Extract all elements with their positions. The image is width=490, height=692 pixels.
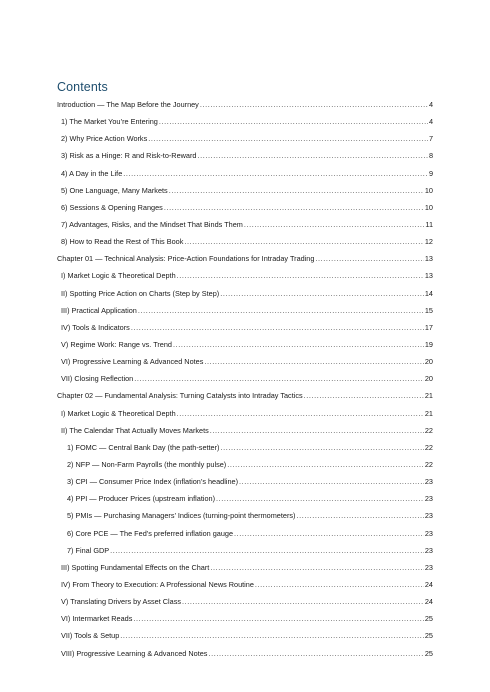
toc-entry[interactable] xyxy=(57,456,433,473)
dot-leader xyxy=(134,370,424,387)
toc-entry[interactable] xyxy=(57,319,433,336)
toc-entry-title: III) Practical Application xyxy=(61,305,137,315)
toc-entry-page-number: 20 xyxy=(424,357,433,367)
toc-entry-title: V) Translating Drivers by Asset Class xyxy=(61,597,182,607)
toc-entry[interactable] xyxy=(57,610,433,627)
toc-entry[interactable] xyxy=(57,439,433,456)
toc-entry-page-number: 21 xyxy=(424,408,433,418)
toc-entry[interactable] xyxy=(57,182,433,199)
toc-entry-page-number: 10 xyxy=(424,202,433,212)
dot-leader xyxy=(220,285,424,302)
toc-entry-page-number: 13 xyxy=(424,254,433,264)
toc-entry-page-number: 22 xyxy=(424,425,433,435)
table-of-contents xyxy=(57,96,433,662)
toc-entry-page-number: 8 xyxy=(428,151,433,161)
dot-leader xyxy=(208,645,423,662)
toc-entry[interactable] xyxy=(57,130,433,147)
contents-heading: Contents xyxy=(57,80,108,94)
toc-entry-title: 2) NFP — Non-Farm Payrolls (the monthly pulse) xyxy=(67,459,227,469)
toc-entry[interactable] xyxy=(57,422,433,439)
toc-entry-title: 4) PPI — Producer Prices (upstream inflation) xyxy=(67,494,216,504)
dot-leader xyxy=(120,627,424,644)
toc-entry-page-number: 21 xyxy=(424,391,433,401)
toc-entry[interactable] xyxy=(57,336,433,353)
toc-entry[interactable] xyxy=(57,199,433,216)
toc-entry[interactable] xyxy=(57,370,433,387)
toc-entry[interactable] xyxy=(57,525,433,542)
toc-entry-page-number: 17 xyxy=(424,322,433,332)
toc-entry-title: 1) The Market You’re Entering xyxy=(61,117,158,127)
toc-entry-page-number: 23 xyxy=(424,562,433,572)
toc-entry[interactable] xyxy=(57,576,433,593)
dot-leader xyxy=(148,130,428,147)
toc-entry-page-number: 23 xyxy=(424,545,433,555)
toc-entry-title: 6) Sessions & Opening Ranges xyxy=(61,202,163,212)
toc-entry[interactable] xyxy=(57,387,433,404)
dot-leader xyxy=(123,165,428,182)
toc-entry-title: VII) Closing Reflection xyxy=(61,374,134,384)
dot-leader xyxy=(255,576,424,593)
toc-entry-page-number: 24 xyxy=(424,579,433,589)
toc-entry[interactable] xyxy=(57,473,433,490)
toc-entry[interactable] xyxy=(57,233,433,250)
toc-entry[interactable] xyxy=(57,267,433,284)
toc-entry-page-number: 25 xyxy=(424,614,433,624)
toc-entry-title: VIII) Progressive Learning & Advanced Notes xyxy=(61,648,208,658)
toc-entry[interactable] xyxy=(57,507,433,524)
toc-entry-title: VI) Progressive Learning & Advanced Notes xyxy=(61,357,204,367)
toc-entry-page-number: 23 xyxy=(424,477,433,487)
toc-entry-page-number: 15 xyxy=(424,305,433,315)
dot-leader xyxy=(173,336,424,353)
dot-leader xyxy=(131,319,424,336)
dot-leader xyxy=(216,490,424,507)
toc-entry-page-number: 13 xyxy=(424,271,433,281)
dot-leader xyxy=(164,199,424,216)
toc-entry-title: Introduction — The Map Before the Journey xyxy=(57,100,199,109)
dot-leader xyxy=(159,113,428,130)
toc-entry-page-number: 20 xyxy=(424,374,433,384)
dot-leader xyxy=(296,507,423,524)
toc-entry-title: II) The Calendar That Actually Moves Markets xyxy=(61,425,209,435)
toc-entry[interactable] xyxy=(57,302,433,319)
toc-entry-page-number: 19 xyxy=(424,339,433,349)
dot-leader xyxy=(315,250,423,267)
dot-leader xyxy=(227,456,424,473)
toc-entry-title: 8) How to Read the Rest of This Book xyxy=(61,237,184,247)
toc-entry-title: I) Market Logic & Theoretical Depth xyxy=(61,271,176,281)
toc-entry-page-number: 7 xyxy=(428,134,433,144)
toc-entry-title: 4) A Day in the Life xyxy=(61,168,123,178)
toc-entry-title: 7) Final GDP xyxy=(67,545,110,555)
toc-entry[interactable] xyxy=(57,216,433,233)
toc-entry-title: Chapter 02 — Fundamental Analysis: Turning Catalysts into Intraday Tactics xyxy=(57,391,303,401)
toc-entry-page-number: 12 xyxy=(424,237,433,247)
toc-entry[interactable] xyxy=(57,285,433,302)
toc-entry-page-number: 25 xyxy=(424,631,433,641)
dot-leader xyxy=(239,473,424,490)
toc-entry[interactable] xyxy=(57,405,433,422)
toc-entry[interactable] xyxy=(57,490,433,507)
toc-entry-title: VII) Tools & Setup xyxy=(61,631,120,641)
toc-entry-page-number: 25 xyxy=(424,648,433,658)
dot-leader xyxy=(210,422,424,439)
toc-entry[interactable] xyxy=(57,96,433,113)
toc-entry-page-number: 23 xyxy=(424,494,433,504)
dot-leader xyxy=(182,593,424,610)
toc-entry[interactable] xyxy=(57,147,433,164)
toc-entry-page-number: 22 xyxy=(424,442,433,452)
toc-entry-page-number: 23 xyxy=(424,511,433,521)
toc-entry-title: III) Spotting Fundamental Effects on the Chart xyxy=(61,562,210,572)
toc-entry-page-number: 22 xyxy=(424,459,433,469)
dot-leader xyxy=(169,182,424,199)
dot-leader xyxy=(177,405,424,422)
toc-entry-title: 5) PMIs — Purchasing Managers’ Indices (turning-point thermometers) xyxy=(67,511,296,521)
toc-entry-page-number: 4 xyxy=(428,100,433,109)
dot-leader xyxy=(184,233,424,250)
toc-entry-page-number: 10 xyxy=(424,185,433,195)
dot-leader xyxy=(133,610,424,627)
toc-entry-title: VI) Intermarket Reads xyxy=(61,614,133,624)
toc-entry-title: I) Market Logic & Theoretical Depth xyxy=(61,408,176,418)
dot-leader xyxy=(197,147,427,164)
dot-leader xyxy=(234,525,424,542)
dot-leader xyxy=(110,542,424,559)
toc-entry[interactable] xyxy=(57,353,433,370)
toc-entry-page-number: 11 xyxy=(425,219,433,229)
toc-entry[interactable] xyxy=(57,542,433,559)
toc-entry-page-number: 24 xyxy=(424,597,433,607)
toc-entry-title: 5) One Language, Many Markets xyxy=(61,185,168,195)
toc-entry-page-number: 4 xyxy=(428,117,433,127)
toc-entry[interactable] xyxy=(57,627,433,644)
toc-entry-title: II) Spotting Price Action on Charts (Step by Step) xyxy=(61,288,220,298)
toc-entry-title: IV) From Theory to Execution: A Professional News Routine xyxy=(61,579,254,589)
toc-entry-title: 6) Core PCE — The Fed’s preferred inflation gauge xyxy=(67,528,234,538)
toc-entry[interactable] xyxy=(57,113,433,130)
toc-entry[interactable] xyxy=(57,250,433,267)
dot-leader xyxy=(210,559,424,576)
toc-entry-page-number: 9 xyxy=(428,168,433,178)
dot-leader xyxy=(204,353,424,370)
toc-entry-title: 3) CPI — Consumer Price Index (inflation’s headline) xyxy=(67,477,239,487)
toc-entry-title: 1) FOMC — Central Bank Day (the path-setter) xyxy=(67,442,220,452)
toc-entry-title: 2) Why Price Action Works xyxy=(61,134,148,144)
dot-leader xyxy=(138,302,424,319)
dot-leader xyxy=(244,216,425,233)
toc-entry[interactable] xyxy=(57,593,433,610)
toc-entry-title: 7) Advantages, Risks, and the Mindset That Binds Them xyxy=(61,219,243,229)
toc-entry-title: Chapter 01 — Technical Analysis: Price-Action Foundations for Intraday Trading xyxy=(57,254,315,264)
toc-entry-title: IV) Tools & Indicators xyxy=(61,322,130,332)
toc-entry[interactable] xyxy=(57,645,433,662)
toc-entry-page-number: 23 xyxy=(424,528,433,538)
toc-entry-title: V) Regime Work: Range vs. Trend xyxy=(61,339,172,349)
dot-leader xyxy=(220,439,423,456)
toc-entry-page-number: 14 xyxy=(424,288,433,298)
dot-leader xyxy=(177,267,424,284)
dot-leader xyxy=(200,96,428,113)
dot-leader xyxy=(304,387,424,404)
toc-entry[interactable] xyxy=(57,559,433,576)
toc-entry[interactable] xyxy=(57,165,433,182)
toc-entry-title: 3) Risk as a Hinge: R and Risk-to-Reward xyxy=(61,151,197,161)
